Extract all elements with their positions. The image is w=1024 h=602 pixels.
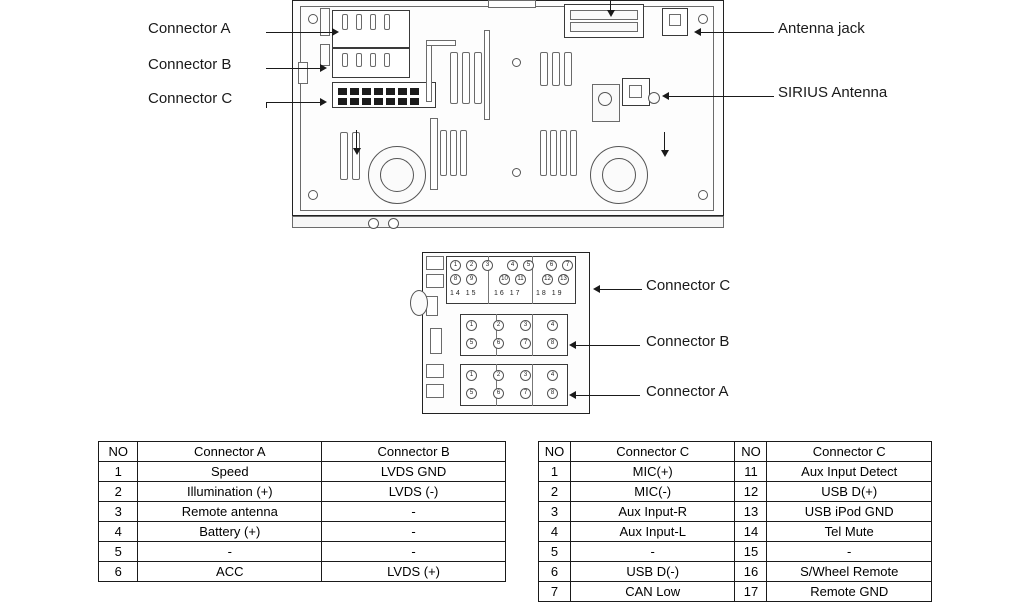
table-cell: - (322, 542, 506, 562)
table-row (99, 542, 506, 562)
vent-slot-5 (552, 52, 560, 86)
pin: 5 (523, 260, 534, 271)
callout-connector-c-block: Connector C (646, 277, 731, 294)
table-cell: Tel Mute (767, 522, 932, 542)
connector-c-row-1 (450, 260, 578, 271)
connector-c-row-3-right: 18 19 (536, 290, 564, 297)
bracket-left-top (426, 40, 456, 46)
table-cell: 5 (539, 542, 571, 562)
table-cell: Illumination (+) (138, 482, 322, 502)
fan-left-inner (380, 158, 414, 192)
pin: 13 (558, 274, 569, 285)
connector-block-illustration (410, 252, 590, 420)
side-tab-mid (320, 44, 330, 66)
table-cell: - (767, 542, 932, 562)
table-cell: 4 (539, 522, 571, 542)
callout-line-connector-b-block (576, 345, 640, 346)
lower-vent-8 (560, 130, 567, 176)
table-row (99, 502, 506, 522)
table-cell: 3 (99, 502, 138, 522)
table-cell: USB D(+) (767, 482, 932, 502)
vent-slot-1 (450, 52, 458, 104)
pin: 7 (520, 338, 531, 349)
table-cell: 12 (735, 482, 767, 502)
table-cell: MIC(-) (570, 482, 735, 502)
pin: 7 (520, 388, 531, 399)
vent-slot-6 (564, 52, 572, 86)
table-cell: 14 (735, 522, 767, 542)
callout-sirius-antenna: SIRIUS Antenna (778, 84, 888, 101)
table-cell: Remote GND (767, 582, 932, 602)
table-cell: 6 (99, 562, 138, 582)
table-cell: USB iPod GND (767, 502, 932, 522)
inner-arrow-1 (353, 148, 361, 155)
antenna-jack-opening (669, 14, 681, 26)
antenna-connector-row-bottom (570, 22, 638, 32)
conn-c-pin-row-top (338, 88, 422, 95)
callout-line-connector-a-block (576, 395, 640, 396)
table-cell: 1 (539, 462, 571, 482)
screw-hole-bottom-2 (388, 218, 399, 229)
head-unit-illustration (292, 0, 724, 245)
table-cell: Remote antenna (138, 502, 322, 522)
pinout-table-a-b (98, 441, 506, 582)
pin: 3 (482, 260, 493, 271)
callout-arrow-connector-b-block (569, 341, 576, 349)
connector-c-row-3-mid: 16 17 (494, 290, 522, 297)
inner-arrow-line-1 (356, 130, 357, 148)
table-cell: - (570, 542, 735, 562)
conn-b-pin-3 (370, 53, 376, 67)
table-header-row (539, 442, 932, 462)
table-cell: Aux Input-R (570, 502, 735, 522)
pin: 8 (450, 274, 461, 285)
lower-vent-1 (340, 132, 348, 180)
table-cell: - (322, 522, 506, 542)
table-cell: - (322, 502, 506, 522)
antenna-connector-row-top (570, 10, 638, 20)
conn-a-pin-3 (370, 14, 376, 30)
table-cell: 4 (99, 522, 138, 542)
callout-connector-b: Connector B (148, 56, 232, 73)
pin: 2 (466, 260, 477, 271)
conn-a-pin-4 (384, 14, 390, 30)
screw-hole-bl (308, 190, 318, 200)
table-cell: MIC(+) (570, 462, 735, 482)
table-row (539, 542, 932, 562)
table-cell: LVDS (-) (322, 482, 506, 502)
callout-arrow-connector-b (320, 64, 327, 72)
table-row (99, 522, 506, 542)
pin: 2 (493, 370, 504, 381)
table-cell: Battery (+) (138, 522, 322, 542)
vent-slot-4 (540, 52, 548, 86)
callout-arrow-connector-a-block (569, 391, 576, 399)
table-cell: 5 (99, 542, 138, 562)
fan-right-inner (602, 158, 636, 192)
vent-slot-3 (474, 52, 482, 104)
screw-hole-tr (698, 14, 708, 24)
screw-hole-c2 (512, 168, 521, 177)
pin: 1 (466, 320, 477, 331)
lower-vent-9 (570, 130, 577, 176)
table-cell: 11 (735, 462, 767, 482)
table-cell: LVDS (+) (322, 562, 506, 582)
callout-line-connector-c-v (266, 102, 267, 108)
pin: 11 (515, 274, 526, 285)
table-cell: Speed (138, 462, 322, 482)
block-tab-4 (430, 328, 442, 354)
table-header-cell: NO (735, 442, 767, 462)
block-side-loop (410, 290, 428, 316)
table-cell: ACC (138, 562, 322, 582)
pin: 4 (547, 320, 558, 331)
table-cell: 7 (539, 582, 571, 602)
table-header-cell: Connector A (138, 442, 322, 462)
table-cell: S/Wheel Remote (767, 562, 932, 582)
table-header-cell: Connector C (767, 442, 932, 462)
table-row (539, 522, 932, 542)
callout-line-sirius-antenna (668, 96, 774, 97)
pin: 1 (466, 370, 477, 381)
callout-connector-b-block: Connector B (646, 333, 730, 350)
callout-line-connector-b (266, 68, 322, 69)
screw-hole-c1 (512, 58, 521, 67)
bracket-left (426, 40, 432, 102)
table-row (99, 482, 506, 502)
connector-c-row-2 (450, 274, 574, 285)
callout-line-antenna-jack (700, 32, 774, 33)
block-tab-3 (426, 296, 438, 316)
table-cell: 17 (735, 582, 767, 602)
block-tab-2 (426, 274, 444, 288)
table-cell: - (138, 542, 322, 562)
block-tab-6 (426, 384, 444, 398)
block-tab-5 (426, 364, 444, 378)
callout-line-connector-c-block (600, 289, 642, 290)
table-cell: 2 (539, 482, 571, 502)
table-cell: LVDS GND (322, 462, 506, 482)
table-cell: 2 (99, 482, 138, 502)
pin: 1 (450, 260, 461, 271)
table-cell: USB D(-) (570, 562, 735, 582)
pin: 5 (466, 388, 477, 399)
pin: 9 (466, 274, 477, 285)
pin: 2 (493, 320, 504, 331)
screw-hole-bottom-1 (368, 218, 379, 229)
vent-divider (484, 30, 490, 120)
pin: 3 (520, 320, 531, 331)
lower-vent-4 (450, 130, 457, 176)
table-row (99, 462, 506, 482)
callout-line-connector-c (266, 102, 322, 103)
table-cell: Aux Input-L (570, 522, 735, 542)
side-tab-lower (298, 62, 308, 84)
pin: 3 (520, 370, 531, 381)
connector-c-row-3-left: 14 15 (450, 290, 478, 297)
table-row (539, 582, 932, 602)
conn-c-pin-row-bottom (338, 98, 422, 105)
table-cell: 1 (99, 462, 138, 482)
table-header-cell: Connector B (322, 442, 506, 462)
table-cell: Aux Input Detect (767, 462, 932, 482)
table-header-cell: NO (539, 442, 571, 462)
pin: 5 (466, 338, 477, 349)
callout-line-connector-a (266, 32, 334, 33)
callout-arrow-antenna-jack (694, 28, 701, 36)
top-arrow (607, 10, 615, 17)
pinout-table-c (538, 441, 932, 602)
callout-connector-a-block: Connector A (646, 383, 729, 400)
table-row (539, 482, 932, 502)
connector-b-row-1 (466, 320, 563, 331)
table-cell: 16 (735, 562, 767, 582)
sirius-antenna-opening (629, 85, 642, 98)
lower-vent-5 (460, 130, 467, 176)
connector-b-row-2 (466, 338, 563, 349)
conn-b-pin-1 (342, 53, 348, 67)
chassis-bottom-rail (292, 216, 724, 228)
pin: 8 (547, 338, 558, 349)
sirius-screw (598, 92, 612, 106)
pin: 4 (547, 370, 558, 381)
sirius-screw-2 (648, 92, 660, 104)
screw-hole-tl (308, 14, 318, 24)
pin: 6 (493, 338, 504, 349)
lower-vent-7 (550, 130, 557, 176)
table-header-cell: Connector C (570, 442, 735, 462)
table-cell: 15 (735, 542, 767, 562)
connector-a-row-2 (466, 388, 563, 399)
table-header-cell: NO (99, 442, 138, 462)
callout-arrow-connector-c-block (593, 285, 600, 293)
table-cell: 13 (735, 502, 767, 522)
lower-vent-3 (440, 130, 447, 176)
chassis-top-tab (488, 0, 536, 8)
pin: 6 (546, 260, 557, 271)
table-row (539, 502, 932, 522)
table-cell: 3 (539, 502, 571, 522)
vent-slot-2 (462, 52, 470, 104)
pin: 12 (542, 274, 553, 285)
table-cell: 6 (539, 562, 571, 582)
pin: 6 (493, 388, 504, 399)
callout-arrow-sirius-antenna (662, 92, 669, 100)
table-row (99, 562, 506, 582)
inner-arrow-line-2 (664, 132, 665, 150)
callout-antenna-jack: Antenna jack (778, 20, 865, 37)
screw-hole-br (698, 190, 708, 200)
pin: 10 (499, 274, 510, 285)
callout-connector-c: Connector C (148, 90, 233, 107)
table-row (539, 562, 932, 582)
inner-arrow-2 (661, 150, 669, 157)
lower-vent-6 (540, 130, 547, 176)
lower-divider (430, 118, 438, 190)
callout-arrow-connector-c (320, 98, 327, 106)
table-row (539, 462, 932, 482)
pin: 8 (547, 388, 558, 399)
table-header-row (99, 442, 506, 462)
connector-a-row-1 (466, 370, 563, 381)
pin: 7 (562, 260, 573, 271)
callout-connector-a: Connector A (148, 20, 231, 37)
conn-b-pin-4 (384, 53, 390, 67)
callout-arrow-connector-a (332, 28, 339, 36)
conn-a-pin-2 (356, 14, 362, 30)
conn-b-pin-2 (356, 53, 362, 67)
block-tab-1 (426, 256, 444, 270)
conn-a-pin-1 (342, 14, 348, 30)
pin: 4 (507, 260, 518, 271)
table-cell: CAN Low (570, 582, 735, 602)
